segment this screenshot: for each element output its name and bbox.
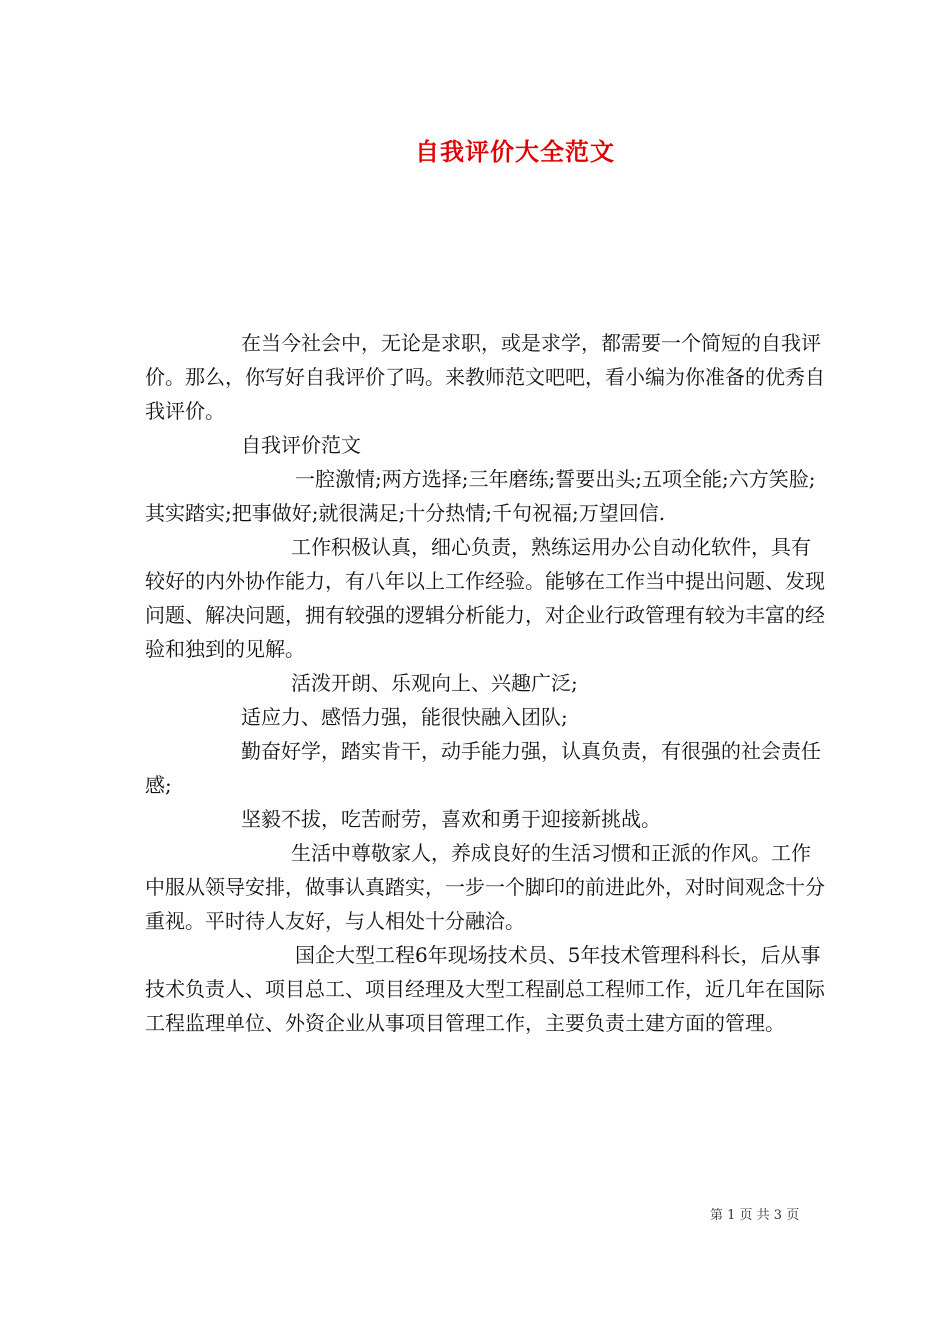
paragraph-adaptability: 适应力、感悟力强，能很快融入团队; (241, 705, 568, 729)
document-body (145, 326, 825, 1040)
paragraph-personality: 活泼开朗、乐观向上、兴趣广泛; (291, 671, 578, 695)
paragraph-subheading: 自我评价范文 (241, 433, 361, 457)
paragraph-life: 生活中尊敬家人，养成良好的生活习惯和正派的作风。工作中服从领导安排，做事认真踏实，一步一个脚印的前进此外，对时间观念十分重视。平时待人友好，与人相处十分融洽。 (145, 841, 825, 933)
document-title: 自我评价大全范文 (415, 137, 615, 166)
paragraph-career: 国企大型工程6年现场技术员、5年技术管理科科长，后从事技术负责人、项目总工、项目经理及大型工程副总工程师工作，近几年在国际工程监理单位、外资企业从事项目管理工作，主要负责土建方面的管理。 (145, 943, 825, 1035)
paragraph-perseverance: 坚毅不拔，吃苦耐劳，喜欢和勇于迎接新挑战。 (241, 807, 661, 831)
paragraph-work: 工作积极认真，细心负责，熟练运用办公自动化软件，具有较好的内外协作能力，有八年以上工作经验。能够在工作当中提出问题、发现问题、解决问题，拥有较强的逻辑分析能力，对企业行政管理有较为丰富的经验和独到的见解。 (145, 535, 825, 661)
page-number: 第 1 页 共 3 页 (710, 1208, 800, 1223)
paragraph-diligence: 勤奋好学，踏实肯干，动手能力强，认真负责，有很强的社会责任感; (145, 739, 821, 797)
paragraph-intro: 在当今社会中，无论是求职，或是求学，都需要一个简短的自我评价。那么，你写好自我评价了吗。来教师范文吧吧，看小编为你准备的优秀自我评价。 (145, 331, 825, 423)
paragraph-list-1: 一腔激情;两方选择;三年磨练;誓要出头;五项全能;六方笑脸;其实踏实;把事做好;就很满足;十分热情;千句祝福;万望回信. (145, 467, 816, 525)
